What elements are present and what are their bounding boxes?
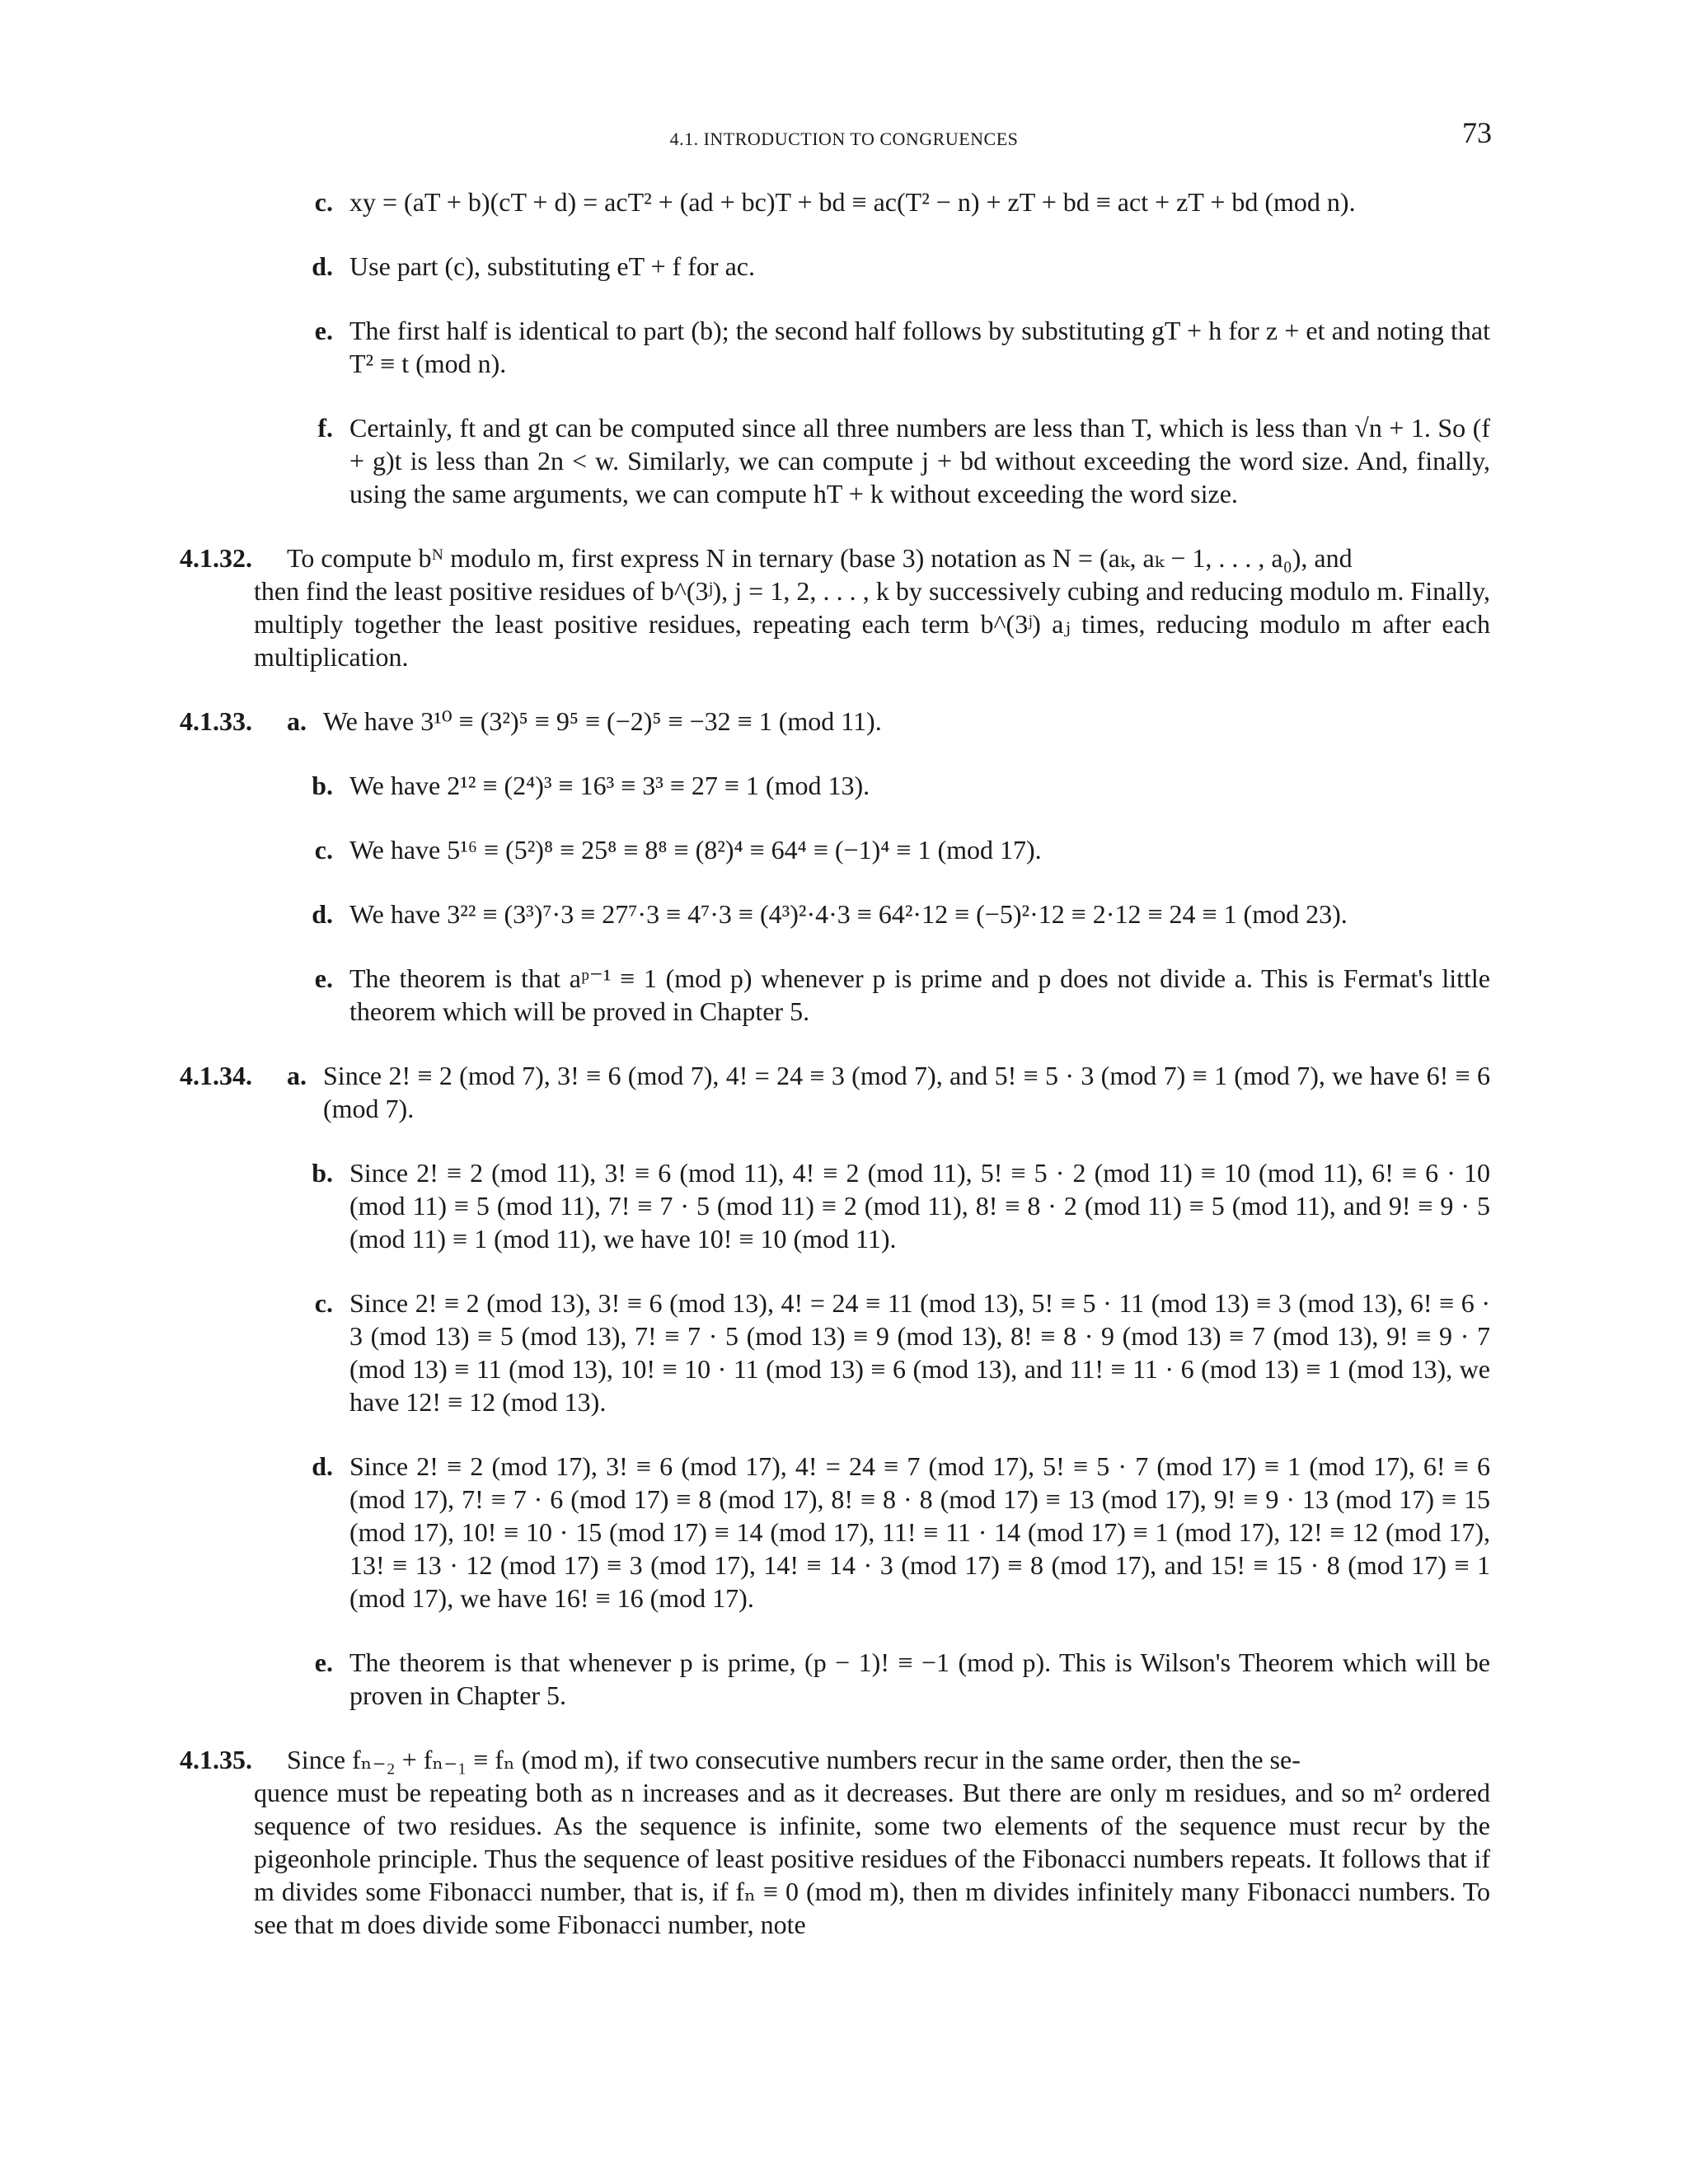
problem-number: 4.1.35. — [180, 1745, 252, 1774]
part-text: Since 2! ≡ 2 (mod 13), 3! ≡ 6 (mod 13), 4! = 24 ≡ 11 (mod 13), 5! ≡ 5 · 11 (mod 13) ≡ 3 (mod 13), 6! ≡ 6 · 3 (mod 13) ≡ 5 (mod 13), 7! ≡ 7 · 5 (mod 13) ≡ 9 (mod 13), 8! ≡ 8 · 9 (mod 13) ≡ 7 (mod 13), 9! ≡ 9 · 7 (mod 13) ≡ 11 (mod 13), 10! ≡ 10 · 11 (mod 13) ≡ 6 (mod 13), and 11! ≡ 11 · 6 (mod 13) ≡ 1 (mod 13), we have 12! ≡ 12 (mod 13). — [349, 1288, 1490, 1417]
part-label: c. — [314, 1288, 333, 1318]
part-label: c. — [314, 187, 333, 217]
page-number: 73 — [1462, 116, 1492, 149]
problem-text-first-line: Since fₙ₋₂ + fₙ₋₁ ≡ fₙ (mod m), if two consecutive numbers recur in the same order, then the se- — [287, 1745, 1301, 1774]
part-f-4-1-31 — [287, 411, 1490, 510]
page-header — [0, 115, 1688, 165]
part-d-4-1-34 — [287, 1450, 1490, 1615]
page-body — [180, 185, 1490, 1941]
part-text: Certainly, ft and gt can be computed since all three numbers are less than T, which is less than √n + 1. So (f + g)t is less than 2n < w. Similarly, we can compute j + bd without exceeding the word size. And, finally, using the same arguments, we can compute hT + k without exceeding the word size. — [349, 413, 1490, 509]
part-e-4-1-31 — [287, 314, 1490, 380]
part-text: Use part (c), substituting eT + f for ac. — [349, 251, 755, 281]
part-b-4-1-33 — [287, 769, 1490, 802]
part-text: Since 2! ≡ 2 (mod 11), 3! ≡ 6 (mod 11), 4! ≡ 2 (mod 11), 5! ≡ 5 · 2 (mod 11) ≡ 10 (mod 11), 6! ≡ 6 · 10 (mod 11) ≡ 5 (mod 11), 7! ≡ 7 · 5 (mod 11) ≡ 2 (mod 11), 8! ≡ 8 · 2 (mod 11) ≡ 5 (mod 11), and 9! ≡ 9 · 5 (mod 11) ≡ 1 (mod 11), we have 10! ≡ 10 (mod 11). — [349, 1158, 1490, 1254]
problem-4-1-33-part-a — [180, 705, 1490, 738]
part-text: xy = (aT + b)(cT + d) = acT² + (ad + bc)T + bd ≡ ac(T² − n) + zT + bd ≡ act + zT + bd (mod n). — [349, 187, 1356, 217]
problem-text-first-line: To compute bᴺ modulo m, first express N in ternary (base 3) notation as N = (aₖ, aₖ − 1, . . . , a₀), and — [287, 543, 1353, 573]
part-text: The theorem is that aᵖ⁻¹ ≡ 1 (mod p) whenever p is prime and p does not divide a. This is Fermat's little theorem which will be proved in Chapter 5. — [349, 963, 1490, 1026]
problem-4-1-34-part-a — [180, 1059, 1490, 1125]
part-label: a. — [287, 706, 307, 736]
part-label: c. — [314, 835, 333, 865]
part-label: e. — [314, 963, 333, 993]
part-d-4-1-33 — [287, 898, 1490, 930]
problem-4-1-32 — [180, 541, 1490, 673]
part-text: Since 2! ≡ 2 (mod 7), 3! ≡ 6 (mod 7), 4! = 24 ≡ 3 (mod 7), and 5! ≡ 5 · 3 (mod 7) ≡ 1 (mod 7), we have 6! ≡ 6 (mod 7). — [323, 1061, 1490, 1123]
part-label: b. — [312, 771, 333, 800]
part-label: d. — [312, 1451, 333, 1481]
part-c-4-1-31 — [287, 185, 1490, 218]
part-label: e. — [314, 1647, 333, 1677]
part-text: We have 3²² ≡ (3³)⁷·3 ≡ 27⁷·3 ≡ 4⁷·3 ≡ (4³)²·4·3 ≡ 64²·12 ≡ (−5)²·12 ≡ 2·12 ≡ 24 ≡ 1 (mod 23). — [349, 899, 1348, 929]
part-label: a. — [287, 1061, 307, 1090]
part-label: d. — [312, 899, 333, 929]
part-text: The theorem is that whenever p is prime, (p − 1)! ≡ −1 (mod p). This is Wilson's Theorem which will be proven in Chapter 5. — [349, 1647, 1490, 1710]
part-text: We have 2¹² ≡ (2⁴)³ ≡ 16³ ≡ 3³ ≡ 27 ≡ 1 (mod 13). — [349, 771, 870, 800]
part-b-4-1-34 — [287, 1156, 1490, 1255]
problem-number: 4.1.32. — [180, 543, 252, 573]
part-label: b. — [312, 1158, 333, 1188]
part-label: d. — [312, 251, 333, 281]
part-e-4-1-33 — [287, 962, 1490, 1028]
running-head: 4.1. INTRODUCTION TO CONGRUENCES — [669, 129, 1019, 149]
problem-text: quence must be repeating both as n increases and as it decreases. But there are only m residues, and so m² ordered sequence of two residues. As the sequence is infinite, some two elements of the sequence must recur by the pigeonhole principle. Thus the sequence of least positive residues of the Fibonacci numbers repeats. It follows that if m divides some Fibonacci number, that is, if fₙ ≡ 0 (mod m), then m divides infinitely many Fibonacci numbers. To see that m does divide some Fibonacci number, note — [254, 1778, 1490, 1939]
part-c-4-1-34 — [287, 1286, 1490, 1418]
part-text: Since 2! ≡ 2 (mod 17), 3! ≡ 6 (mod 17), 4! = 24 ≡ 7 (mod 17), 5! ≡ 5 · 7 (mod 17) ≡ 1 (mod 17), 6! ≡ 6 (mod 17), 7! ≡ 7 · 6 (mod 17) ≡ 8 (mod 17), 8! ≡ 8 · 8 (mod 17) ≡ 13 (mod 17), 9! ≡ 9 · 13 (mod 17) ≡ 15 (mod 17), 10! ≡ 10 · 15 (mod 17) ≡ 14 (mod 17), 11! ≡ 11 · 14 (mod 17) ≡ 1 (mod 17), 12! ≡ 12 (mod 17), 13! ≡ 13 · 12 (mod 17) ≡ 3 (mod 17), 14! ≡ 14 · 3 (mod 17) ≡ 8 (mod 17), and 15! ≡ 15 · 8 (mod 17) ≡ 1 (mod 17), we have 16! ≡ 16 (mod 17). — [349, 1451, 1490, 1613]
part-label: e. — [314, 316, 333, 345]
part-label: f. — [317, 413, 333, 443]
part-c-4-1-33 — [287, 833, 1490, 866]
part-e-4-1-34 — [287, 1646, 1490, 1712]
part-text: We have 5¹⁶ ≡ (5²)⁸ ≡ 25⁸ ≡ 8⁸ ≡ (8²)⁴ ≡ 64⁴ ≡ (−1)⁴ ≡ 1 (mod 17). — [349, 835, 1042, 865]
problem-number: 4.1.33. — [180, 706, 252, 736]
part-text: The first half is identical to part (b); the second half follows by substituting gT + h for z + et and noting that T² ≡ t (mod n). — [349, 316, 1490, 378]
problem-4-1-35 — [180, 1743, 1490, 1941]
part-d-4-1-31 — [287, 250, 1490, 283]
problem-text: then find the least positive residues of b^(3ʲ), j = 1, 2, . . . , k by successively cubing and reducing modulo m. Finally, multiply together the least positive residues, repeating each term b^(3ʲ) aⱼ times, reducing modulo m after each multiplication. — [254, 576, 1490, 672]
part-text: We have 3¹⁰ ≡ (3²)⁵ ≡ 9⁵ ≡ (−2)⁵ ≡ −32 ≡ 1 (mod 11). — [323, 706, 882, 736]
problem-number: 4.1.34. — [180, 1061, 252, 1090]
